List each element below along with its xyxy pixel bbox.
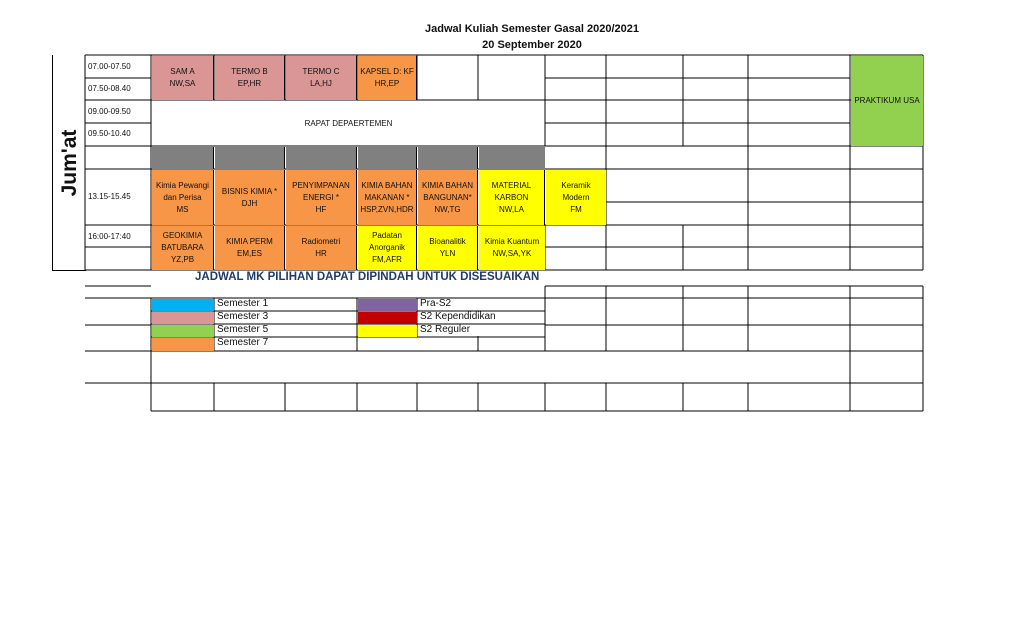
legend-label-s2-kependidikan: S2 Kependidikan bbox=[420, 311, 496, 322]
course-geokimia: GEOKIMIA BATUBARA YZ,PB bbox=[152, 226, 214, 270]
time-slot: 09.00-09.50 bbox=[88, 107, 131, 116]
time-slot: 09.50-10.40 bbox=[88, 129, 131, 138]
legend-label-semester5: Semester 5 bbox=[217, 324, 269, 335]
course-termo-c: TERMO C LA,HJ bbox=[286, 56, 357, 100]
break-cell bbox=[152, 147, 214, 169]
legend-swatch-semester7 bbox=[152, 338, 214, 351]
break-cell bbox=[418, 147, 478, 169]
time-slot: 16:00-17:40 bbox=[88, 232, 131, 241]
legend-swatch-semester5 bbox=[152, 325, 214, 337]
legend-swatch-semester3 bbox=[152, 312, 214, 324]
time-slot: 07.50-08.40 bbox=[88, 84, 131, 93]
schedule-title: Jadwal Kuliah Semester Gasal 2020/2021 bbox=[424, 23, 640, 35]
legend-label-semester7: Semester 7 bbox=[217, 337, 269, 348]
course-kimia-bahan-makanan: KIMIA BAHAN MAKANAN * HSP,ZVN,HDR bbox=[358, 170, 417, 225]
break-cell bbox=[479, 147, 545, 169]
course-penyimpanan-energi: PENYIMPANAN ENERGI * HF bbox=[286, 170, 357, 225]
course-praktikum: PRAKTIKUM USA bbox=[851, 56, 923, 146]
course-kimia-pewangi: Kimia Pewangi dan Perisa MS bbox=[152, 170, 214, 225]
break-cell bbox=[358, 147, 417, 169]
legend-swatch-pra-s2 bbox=[358, 299, 417, 311]
break-cell bbox=[215, 147, 285, 169]
break-cell bbox=[286, 147, 357, 169]
legend-label-semester1: Semester 1 bbox=[217, 298, 269, 309]
course-kimia-kuantum: Kimia Kuantum NW,SA,YK bbox=[479, 226, 545, 270]
legend-label-pra-s2: Pra-S2 bbox=[420, 298, 452, 309]
legend-label-s2-reguler: S2 Reguler bbox=[420, 324, 471, 335]
schedule-date: 20 September 2020 bbox=[482, 39, 582, 51]
schedule-note: JADWAL MK PILIHAN DAPAT DIPINDAH UNTUK DISESUAIKAN bbox=[195, 271, 540, 283]
legend-swatch-semester1 bbox=[152, 299, 214, 311]
legend-swatch-s2-kependidikan bbox=[358, 312, 417, 324]
meeting-rapat: RAPAT DEPAERTEMEN bbox=[304, 118, 393, 128]
course-padatan-anorganik: Padatan Anorganik FM,AFR bbox=[358, 226, 417, 270]
time-slot: 13.15-15.45 bbox=[88, 192, 131, 201]
course-kapsel: KAPSEL D: KF HR,EP bbox=[358, 56, 417, 100]
course-bioanalitik: Bioanalitik YLN bbox=[418, 226, 478, 270]
course-radiometri: Radiometri HR bbox=[286, 226, 357, 270]
legend-label-semester3: Semester 3 bbox=[217, 311, 269, 322]
course-kimia-perm: KIMIA PERM EM,ES bbox=[215, 226, 285, 270]
course-material-karbon: MATERIAL KARBON NW,LA bbox=[479, 170, 545, 225]
course-keramik-modern: Keramik Modern FM bbox=[546, 170, 606, 225]
course-kimia-bahan-bangunan: KIMIA BAHAN BANGUNAN* NW,TG bbox=[418, 170, 478, 225]
legend-swatch-s2-reguler bbox=[358, 325, 417, 337]
course-bisnis-kimia: BISNIS KIMIA * DJH bbox=[215, 170, 285, 225]
day-label: Jum'at bbox=[52, 55, 86, 271]
time-slot: 07.00-07.50 bbox=[88, 62, 131, 71]
course-sam-a: SAM A NW,SA bbox=[152, 56, 214, 100]
course-termo-b: TERMO B EP,HR bbox=[215, 56, 285, 100]
